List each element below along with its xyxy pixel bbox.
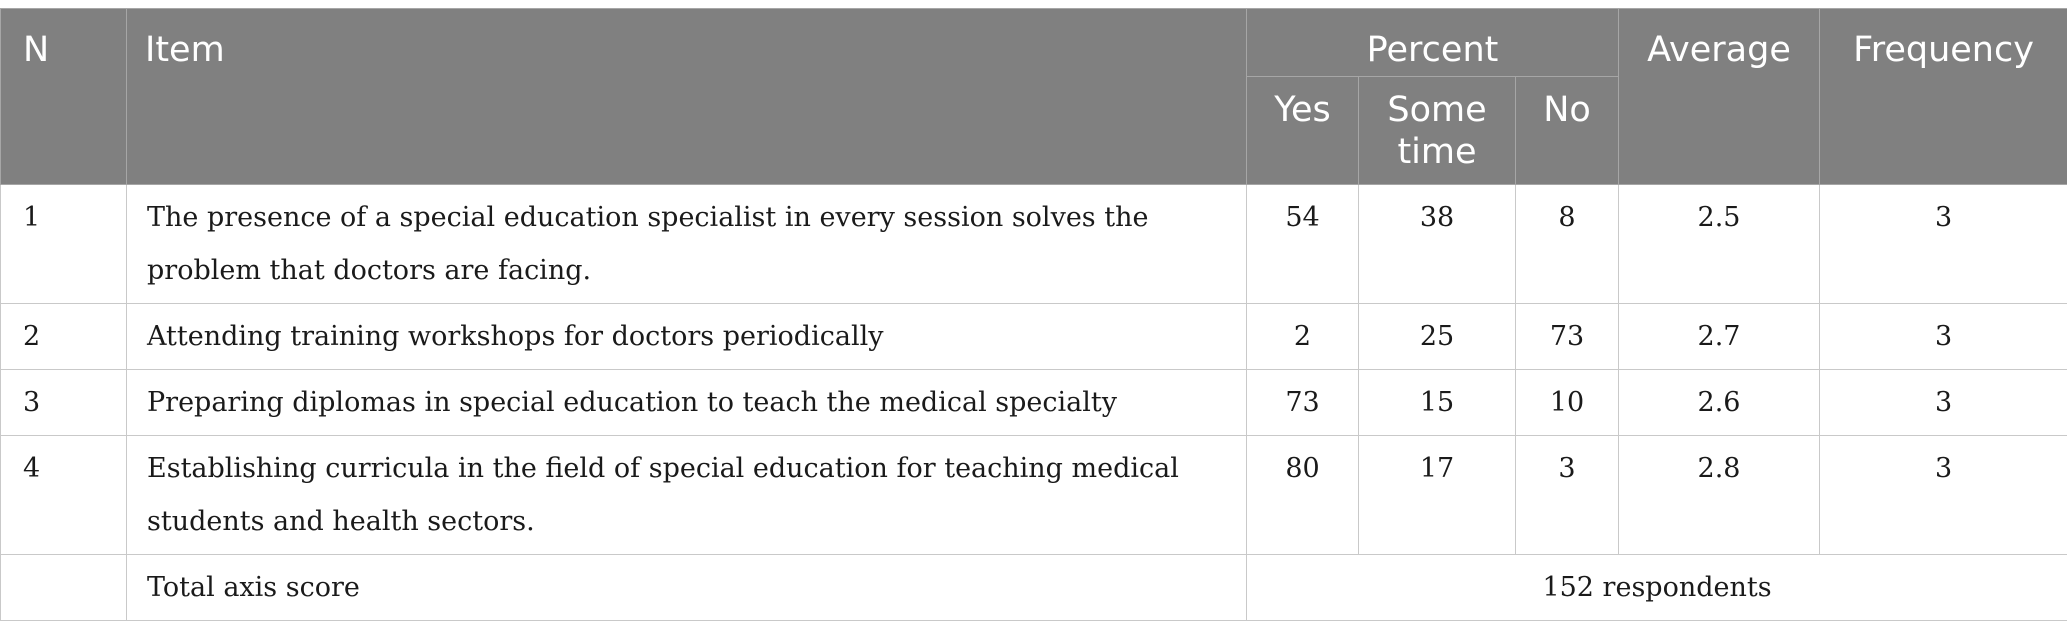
total-label: Total axis score xyxy=(127,555,1247,621)
cell-no: 73 xyxy=(1516,304,1619,370)
cell-frequency: 3 xyxy=(1820,370,2067,436)
cell-frequency: 3 xyxy=(1820,304,2067,370)
cell-n: 4 xyxy=(1,436,127,555)
cell-some-time: 38 xyxy=(1359,185,1516,304)
table-row xyxy=(1,304,2067,370)
cell-item: Establishing curricula in the field of special education for teaching medical students and health sectors. xyxy=(127,436,1247,555)
cell-yes: 73 xyxy=(1247,370,1359,436)
table-header xyxy=(1,9,2067,185)
header-some-time: Some time xyxy=(1359,77,1516,185)
cell-item: Attending training workshops for doctors periodically xyxy=(127,304,1247,370)
header-frequency: Frequency xyxy=(1820,9,2067,185)
cell-average: 2.8 xyxy=(1619,436,1820,555)
cell-n: 2 xyxy=(1,304,127,370)
cell-n: 3 xyxy=(1,370,127,436)
cell-no: 10 xyxy=(1516,370,1619,436)
cell-frequency: 3 xyxy=(1820,185,2067,304)
header-item: Item xyxy=(127,9,1247,185)
header-no: No xyxy=(1516,77,1619,185)
cell-some-time: 15 xyxy=(1359,370,1516,436)
cell-n: 1 xyxy=(1,185,127,304)
survey-table xyxy=(0,8,2067,621)
cell-yes: 2 xyxy=(1247,304,1359,370)
total-row xyxy=(1,555,2067,621)
header-n: N xyxy=(1,9,127,185)
cell-yes: 80 xyxy=(1247,436,1359,555)
header-yes: Yes xyxy=(1247,77,1359,185)
table-row xyxy=(1,185,2067,304)
cell-no: 3 xyxy=(1516,436,1619,555)
cell-some-time: 25 xyxy=(1359,304,1516,370)
cell-yes: 54 xyxy=(1247,185,1359,304)
cell-n-empty xyxy=(1,555,127,621)
cell-item: The presence of a special education specialist in every session solves the problem that doctors are facing. xyxy=(127,185,1247,304)
cell-average: 2.5 xyxy=(1619,185,1820,304)
header-percent: Percent xyxy=(1247,9,1619,77)
cell-average: 2.7 xyxy=(1619,304,1820,370)
header-average: Average xyxy=(1619,9,1820,185)
total-respondents: 152 respondents xyxy=(1247,555,2067,621)
cell-item: Preparing diplomas in special education to teach the medical specialty xyxy=(127,370,1247,436)
cell-no: 8 xyxy=(1516,185,1619,304)
table-row xyxy=(1,436,2067,555)
cell-some-time: 17 xyxy=(1359,436,1516,555)
table-row xyxy=(1,370,2067,436)
cell-frequency: 3 xyxy=(1820,436,2067,555)
cell-average: 2.6 xyxy=(1619,370,1820,436)
